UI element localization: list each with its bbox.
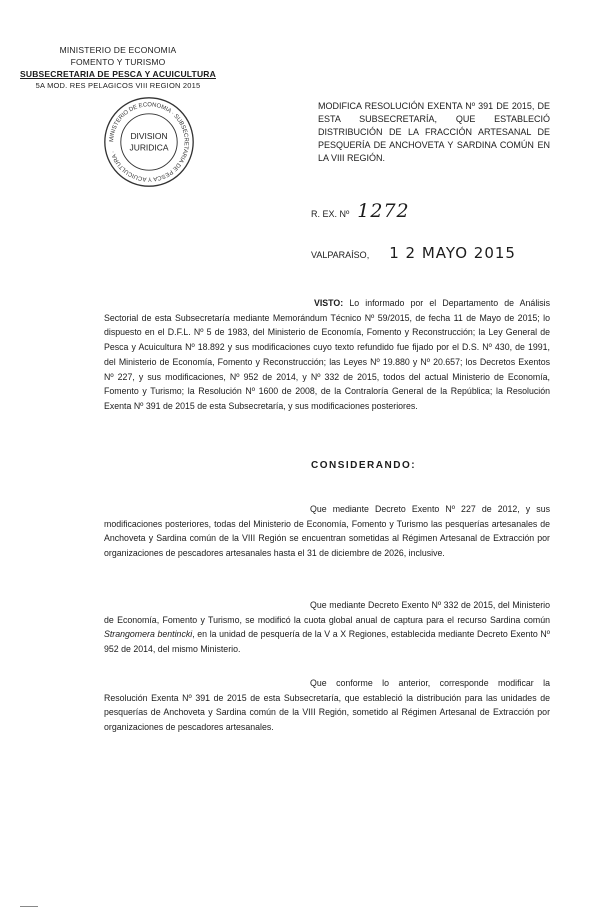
paragraph-text: Que mediante Decreto Exento Nº 227 de 2012, y sus modificaciones posteriores, todas del Ministerio de Economía, Fomento y Turismo las pesquerías artesanales de Anchoveta y Sardina común de la VIII Región se encuentran sometidas al Régimen Artesanal de Extracción por organizaciones de pescadores artesanales hasta el 31 de diciembre de 2026, inclusive. — [104, 504, 550, 559]
paragraph-text: Que mediante Decreto Exento Nº 332 de 2015, del Ministerio de Economía, Fomento y Turismo, se modificó la cuota global anual de captura para el recurso Sardina común — [104, 600, 550, 625]
species-name: Strangomera bentincki — [104, 629, 193, 640]
visto-paragraph — [104, 296, 550, 414]
date-line — [311, 244, 516, 262]
stamp-ring-text: MINISTERIO DE ECONOMIA · SUBSECRETARIA DE PESCA Y ACUICULTURA · — [109, 102, 189, 182]
subsecretaria-name: SUBSECRETARIA DE PESCA Y ACUICULTURA — [20, 69, 216, 79]
considerando-heading: CONSIDERANDO: — [311, 460, 417, 471]
ministry-name: MINISTERIO DE ECONOMIA — [59, 45, 177, 55]
considerando-paragraph-1 — [104, 502, 550, 561]
paragraph-text-tail: , en la unidad de pesquería de la V a X Regiones, establecida mediante Decreto Exento Nº 952 de 2014, del mismo Ministerio. — [104, 629, 550, 655]
letterhead — [18, 44, 218, 92]
date-value: 1 2 MAYO 2015 — [389, 244, 516, 262]
resolution-label: R. EX. Nº — [311, 209, 350, 219]
paragraph-text: Que conforme lo anterior, corresponde modificar la Resolución Exenta Nº 391 de 2015 de esta Subsecretaría, que estableció la distribución para las unidades de pesquerías de Anchoveta y Sardina común de la VIII Región, sometido al Régimen Artesanal de Extracción por organizaciones de pescadores artesanales. — [104, 678, 550, 733]
division-juridica-stamp — [102, 95, 196, 189]
resolution-number-line — [311, 200, 410, 222]
visto-text: Lo informado por el Departamento de Análisis Sectorial de esta Subsecretaría mediante Memorándum Técnico Nº 59/2015, de fecha 11 de Mayo de 2015; lo dispuesto en el D.F.L. Nº 5 de 1983, del Ministerio de Economía, Fomento y Reconstrucción; la Ley General de Pesca y Acuicultura Nº 18.892 y sus modificaciones cuyo texto refundido fue fijado por el D.S. Nº 430, de 1991, del Ministerio de Economía, Fomento y Reconstrucción; las Leyes Nº 19.880 y Nº 20.657; los Decretos Exentos Nº 227, y sus modificaciones, Nº 952 de 2014, y Nº 332 de 2015, todos del actual Ministerio de Economía, Fomento y Turismo; la Resolución Nº 1600 de 2008, de la Contraloría General de la República; la Resolución Exenta Nº 391 de 2015 de esta Subsecretaría, y sus modificaciones posteriores. — [104, 298, 550, 411]
ministry-name-2: FOMENTO Y TURISMO — [70, 57, 166, 67]
stamp-line-2: JURIDICA — [129, 142, 169, 153]
considerando-paragraph-3 — [104, 676, 550, 735]
date-city: VALPARAÍSO, — [311, 250, 370, 260]
document-ref: 5A MOD. RES PELAGICOS VIII REGION 2015 — [35, 81, 201, 90]
stamp-line-1: DIVISION — [130, 131, 168, 142]
resolution-subject: MODIFICA RESOLUCIÓN EXENTA Nº 391 DE 2015, DE ESTA SUBSECRETARÍA, QUE ESTABLECIÓ DISTRIBUCIÓN DE LA FRACCIÓN ARTESANAL DE PESQUERÍA DE ANCHOVETA Y SARDINA COMÚN EN LA VIII REGIÓN. — [318, 101, 550, 163]
scan-mark — [20, 906, 38, 913]
considerando-paragraph-2 — [104, 598, 550, 657]
visto-label: VISTO: — [314, 298, 344, 308]
resolution-number: 1272 — [357, 200, 410, 222]
